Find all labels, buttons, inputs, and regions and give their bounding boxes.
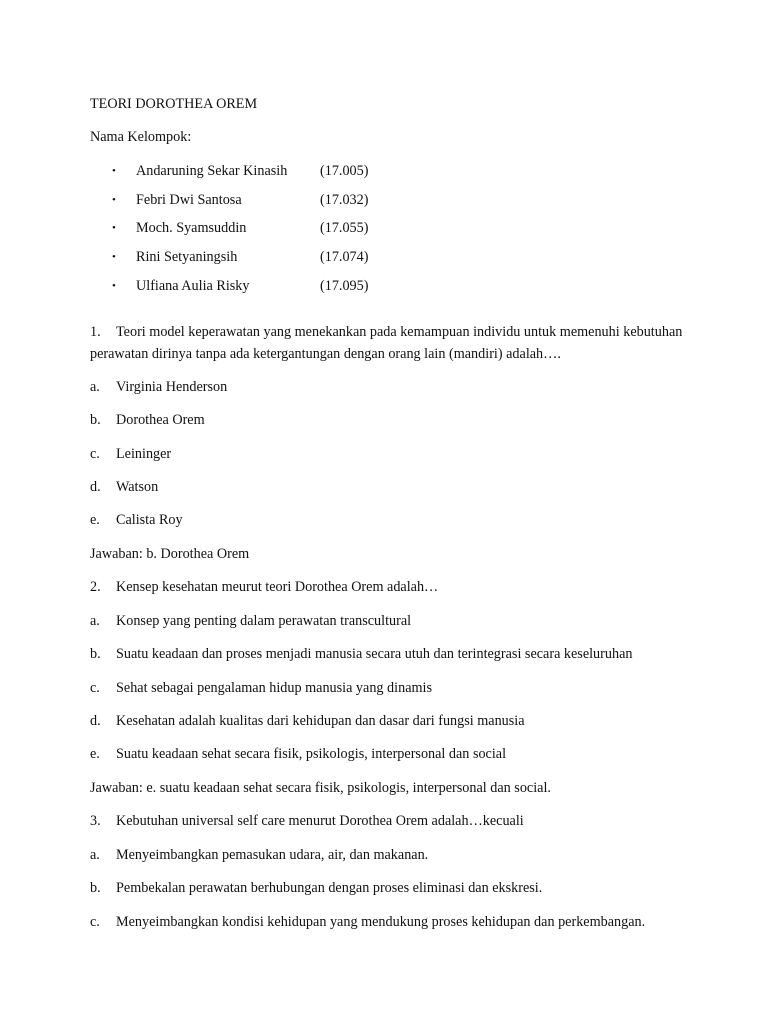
option-text: Watson (116, 479, 159, 495)
question-text: Kensep kesehatan meurut teori Dorothea Orem adalah… (116, 579, 439, 595)
question-3 (90, 812, 524, 830)
option-c (90, 679, 432, 697)
member-name: Ulfiana Aulia Risky (136, 278, 250, 294)
option-a (90, 378, 227, 396)
bullet-icon: • (112, 251, 116, 263)
option-text: Leininger (116, 446, 172, 462)
option-d (90, 478, 158, 496)
member-nim: (17.074) (320, 249, 369, 265)
option-key: a. (90, 847, 100, 863)
option-key: d. (90, 479, 101, 495)
option-a (90, 612, 411, 630)
question-text: Kebutuhan universal self care menurut Dorothea Orem adalah…kecuali (116, 813, 524, 829)
option-b (90, 645, 632, 663)
question-text: Teori model keperawatan yang menekankan pada kemampuan individu untuk memenuhi kebutuhan perawatan dirinya tanpa ada ketergantungan dengan orang lain (mandiri) adalah…. (90, 324, 683, 362)
member-name: Andaruning Sekar Kinasih (136, 163, 288, 179)
option-text: Suatu keadaan sehat secara fisik, psikologis, interpersonal dan social (116, 746, 507, 762)
option-text: Sehat sebagai pengalaman hidup manusia yang dinamis (116, 680, 432, 696)
option-key: b. (90, 880, 101, 896)
option-key: a. (90, 379, 100, 395)
option-key: b. (90, 646, 101, 662)
option-b (90, 411, 205, 429)
member-name: Rini Setyaningsih (136, 249, 238, 265)
option-text: Virginia Henderson (116, 379, 228, 395)
option-key: e. (90, 512, 100, 528)
option-d (90, 712, 525, 730)
option-text: Dorothea Orem (116, 412, 205, 428)
option-c (90, 445, 171, 463)
bullet-icon: • (112, 194, 116, 206)
bullet-icon: • (112, 222, 116, 234)
answer-2: Jawaban: e. suatu keadaan sehat secara fisik, psikologis, interpersonal dan social. (90, 780, 551, 796)
option-a (90, 846, 428, 864)
member-nim: (17.032) (320, 192, 369, 208)
option-key: c. (90, 446, 100, 462)
option-c (90, 913, 645, 931)
option-key: b. (90, 412, 101, 428)
option-e (90, 511, 183, 529)
option-text: Konsep yang penting dalam perawatan transcultural (116, 613, 412, 629)
member-nim: (17.055) (320, 220, 369, 236)
option-key: e. (90, 746, 100, 762)
option-text: Kesehatan adalah kualitas dari kehidupan dan dasar dari fungsi manusia (116, 713, 525, 729)
document-title: TEORI DOROTHEA OREM (90, 96, 258, 112)
option-text: Pembekalan perawatan berhubungan dengan proses eliminasi dan ekskresi. (116, 880, 543, 896)
member-nim: (17.005) (320, 163, 369, 179)
bullet-icon: • (112, 165, 116, 177)
member-name: Moch. Syamsuddin (136, 220, 247, 236)
question-number: 1. (90, 324, 101, 340)
option-key: a. (90, 613, 100, 629)
answer-1: Jawaban: b. Dorothea Orem (90, 546, 250, 562)
option-key: d. (90, 713, 101, 729)
option-e (90, 745, 506, 763)
option-key: c. (90, 914, 100, 930)
option-text: Menyeimbangkan pemasukan udara, air, dan makanan. (116, 847, 429, 863)
bullet-icon: • (112, 280, 116, 292)
option-text: Calista Roy (116, 512, 183, 528)
question-number: 3. (90, 813, 101, 829)
group-label: Nama Kelompok: (90, 129, 192, 145)
member-nim: (17.095) (320, 278, 369, 294)
member-name: Febri Dwi Santosa (136, 192, 242, 208)
question-number: 2. (90, 579, 101, 595)
question-1 (90, 321, 690, 365)
option-key: c. (90, 680, 100, 696)
question-2 (90, 578, 438, 596)
option-b (90, 879, 542, 897)
option-text: Menyeimbangkan kondisi kehidupan yang mendukung proses kehidupan dan perkembangan. (116, 914, 646, 930)
option-text: Suatu keadaan dan proses menjadi manusia secara utuh dan terintegrasi secara keseluruhan (116, 646, 633, 662)
